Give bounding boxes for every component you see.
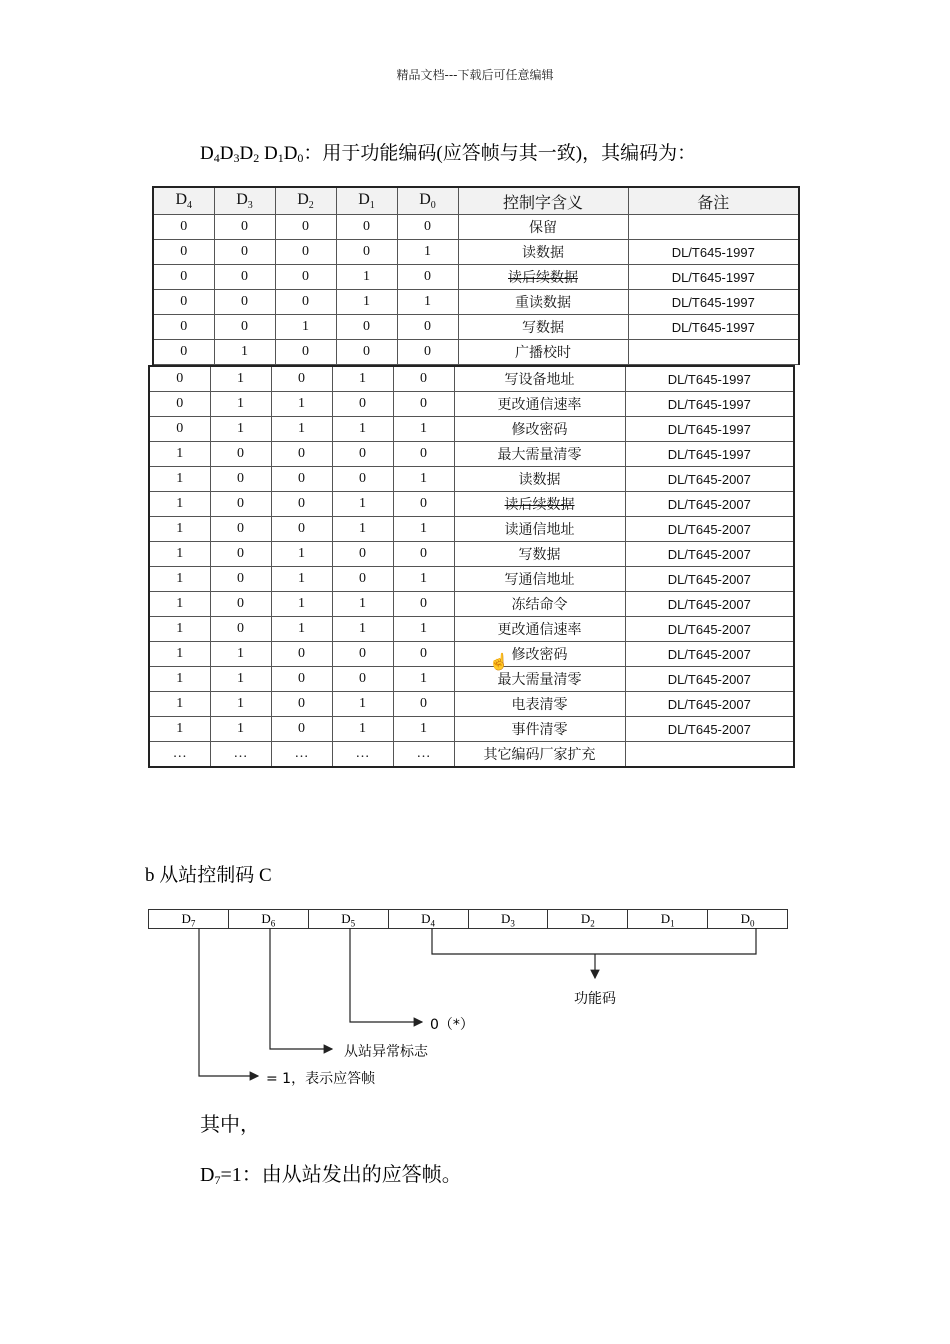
bit-cell: 0 — [149, 366, 210, 392]
bit-cell: 1 — [393, 417, 454, 442]
note-cell: DL/T645-2007 — [625, 517, 794, 542]
bit-cell: 0 — [214, 240, 275, 265]
bit-cell: 1 — [271, 392, 332, 417]
note-cell: DL/T645-1997 — [628, 315, 799, 340]
bit-cell: 0 — [332, 542, 393, 567]
meaning-cell: 最大需量清零 — [454, 442, 625, 467]
bit-cell: 1 — [393, 617, 454, 642]
bit-cell: 1 — [332, 492, 393, 517]
bit-cell: 1 — [149, 542, 210, 567]
bit-cell: 1 — [271, 592, 332, 617]
bit-cell: 0 — [214, 215, 275, 240]
note-cell: DL/T645-2007 — [625, 492, 794, 517]
bit-cell: 0 — [149, 392, 210, 417]
meaning-cell: 写数据 — [454, 542, 625, 567]
meaning-cell: 电表清零 — [454, 692, 625, 717]
meaning-cell: 写通信地址 — [454, 567, 625, 592]
bit-cell: 0 — [275, 290, 336, 315]
bit-cell: 1 — [332, 717, 393, 742]
bit-cell: 0 — [332, 667, 393, 692]
note-cell: DL/T645-1997 — [625, 417, 794, 442]
bit-cell: 0 — [393, 592, 454, 617]
d7-arrow — [199, 928, 258, 1076]
bit-cell: 1 — [214, 340, 275, 365]
bit-cell: 0 — [210, 442, 271, 467]
bit-cell: 0 — [332, 392, 393, 417]
note-cell: DL/T645-2007 — [625, 667, 794, 692]
meaning-cell: 重读数据 — [458, 290, 628, 315]
bit-cell: 1 — [336, 290, 397, 315]
meaning-cell: 最大需量清零 — [454, 667, 625, 692]
section-heading: b 从站控制码 C — [145, 865, 272, 886]
bit-cell: 0 — [210, 567, 271, 592]
meaning-cell: 修改密码 — [454, 417, 625, 442]
paragraph-d7: $D_7=1$：由从站发出的应答帧。 — [200, 1164, 462, 1187]
bit-cell: 1 — [149, 692, 210, 717]
function-code-label: 功能码 — [574, 991, 616, 1007]
note-cell: DL/T645-1997 — [628, 290, 799, 315]
note-cell: DL/T645-1997 — [625, 442, 794, 467]
meaning-cell: 冻结命令 — [454, 592, 625, 617]
intro-paragraph: $D_4D_3D_2$ $D_1D_0$：用于功能编码(应答帧与其一致)，其编码为： — [200, 143, 697, 165]
bit-cell: 0 — [271, 517, 332, 542]
bit-d1: $D_1$ — [628, 910, 708, 928]
bit-cell: 1 — [393, 467, 454, 492]
bit-cell: 1 — [149, 567, 210, 592]
bit-cell: 0 — [397, 215, 458, 240]
bit-cell: 1 — [332, 617, 393, 642]
bit-cell: 0 — [153, 315, 214, 340]
bit-cell: 0 — [397, 315, 458, 340]
bit-cell: … — [210, 742, 271, 768]
bit-cell: 1 — [149, 642, 210, 667]
bit-cell: 1 — [149, 517, 210, 542]
bit-cell: 0 — [214, 265, 275, 290]
bit-cell: 0 — [271, 467, 332, 492]
bit-cell: 1 — [149, 717, 210, 742]
bit-cell: 0 — [153, 265, 214, 290]
note-cell: DL/T645-2007 — [625, 467, 794, 492]
bit-cell: 0 — [153, 340, 214, 365]
bit-cell: 0 — [149, 417, 210, 442]
bit-d2: $D_2$ — [548, 910, 628, 928]
bit-cell: … — [393, 742, 454, 768]
header-d3: $D_3$ — [214, 187, 275, 215]
d5-label: 0（*） — [430, 1017, 474, 1033]
bit-d7: $D_7$ — [149, 910, 229, 928]
bit-cell: 0 — [332, 467, 393, 492]
bit-cell: … — [149, 742, 210, 768]
bit-cell: 0 — [271, 642, 332, 667]
note-cell: DL/T645-2007 — [625, 592, 794, 617]
bit-cell: 0 — [393, 366, 454, 392]
bit-cell: 0 — [332, 442, 393, 467]
bit-cell: 1 — [210, 692, 271, 717]
d7-label: = 1，表示应答帧 — [266, 1071, 376, 1087]
bit-cell: 0 — [271, 667, 332, 692]
bit-cell: 0 — [214, 315, 275, 340]
bit-cell: 0 — [271, 717, 332, 742]
bit-cell: 0 — [336, 240, 397, 265]
bit-cell: 0 — [332, 567, 393, 592]
bit-cell: 1 — [149, 667, 210, 692]
bit-cell: 0 — [210, 467, 271, 492]
bit-cell: 0 — [393, 642, 454, 667]
meaning-cell: 读通信地址 — [454, 517, 625, 542]
note-cell: DL/T645-1997 — [628, 265, 799, 290]
bit-cell: 1 — [210, 667, 271, 692]
page-header: 精品文档---下载后可任意编辑 — [396, 68, 554, 82]
note-cell: DL/T645-2007 — [625, 617, 794, 642]
header-d2: $D_2$ — [275, 187, 336, 215]
bit-cell: 0 — [393, 692, 454, 717]
bit-cell: 0 — [210, 492, 271, 517]
bit-cell: 0 — [393, 442, 454, 467]
header-notes: 备注 — [628, 187, 799, 215]
paragraph-where: 其中， — [200, 1114, 260, 1136]
bit-cell: … — [332, 742, 393, 768]
bit-cell: 0 — [336, 215, 397, 240]
bit-cell: 1 — [271, 542, 332, 567]
meaning-cell: 修改密码 — [454, 642, 625, 667]
bit-cell: 0 — [336, 340, 397, 365]
bit-cell: 1 — [332, 417, 393, 442]
meaning-cell: 更改通信速率 — [454, 617, 625, 642]
bit-cell: 0 — [271, 692, 332, 717]
bit-cell: 0 — [336, 315, 397, 340]
note-cell: DL/T645-1997 — [625, 392, 794, 417]
bit-cell: 0 — [214, 290, 275, 315]
d5-arrow — [350, 928, 422, 1022]
bit-cell: … — [271, 742, 332, 768]
note-cell: DL/T645-2007 — [625, 642, 794, 667]
bit-cell: 1 — [149, 467, 210, 492]
note-cell: DL/T645-2007 — [625, 542, 794, 567]
bit-cell: 0 — [393, 392, 454, 417]
bit-cell: 1 — [271, 567, 332, 592]
bit-d6: $D_6$ — [229, 910, 309, 928]
header-d4: $D_4$ — [153, 187, 214, 215]
bit-cell: 0 — [210, 517, 271, 542]
meaning-cell: 其它编码厂家扩充 — [454, 742, 625, 768]
bit-cell: 1 — [271, 617, 332, 642]
bit-cell: 0 — [210, 617, 271, 642]
bit-cell: 1 — [397, 240, 458, 265]
bit-cell: 0 — [275, 265, 336, 290]
bit-cell: 1 — [210, 366, 271, 392]
bit-cell: 1 — [271, 417, 332, 442]
bit-cell: 1 — [149, 617, 210, 642]
bit-cell: 1 — [332, 592, 393, 617]
meaning-cell: 更改通信速率 — [454, 392, 625, 417]
meaning-cell: 事件清零 — [454, 717, 625, 742]
bit-d4: $D_4$ — [389, 910, 469, 928]
bit-cell: 1 — [332, 366, 393, 392]
bit-cell: 1 — [210, 392, 271, 417]
d6-label: 从站异常标志 — [344, 1044, 428, 1060]
bit-cell: 0 — [393, 542, 454, 567]
note-cell: DL/T645-2007 — [625, 692, 794, 717]
bit-cell: 1 — [332, 517, 393, 542]
note-cell: DL/T645-1997 — [628, 240, 799, 265]
func-bracket — [432, 928, 756, 954]
bit-cell: 1 — [210, 717, 271, 742]
bit-cell: 0 — [271, 442, 332, 467]
bit-cell: 0 — [275, 340, 336, 365]
note-cell: DL/T645-1997 — [625, 366, 794, 392]
bit-cell: 0 — [332, 642, 393, 667]
meaning-cell: 广播校时 — [458, 340, 628, 365]
bit-d0: $D_0$ — [740, 911, 755, 929]
bit-cell: 0 — [210, 542, 271, 567]
bit-cell: 1 — [393, 517, 454, 542]
d6-arrow — [270, 928, 332, 1049]
meaning-cell: 读后续数据 — [458, 265, 628, 290]
bit-cell: 0 — [275, 240, 336, 265]
bit-d3: $D_3$ — [469, 910, 549, 928]
header-meaning: 控制字含义 — [458, 187, 628, 215]
bit-cell: 1 — [393, 567, 454, 592]
bit-cell: 0 — [210, 592, 271, 617]
bit-cell: 1 — [149, 592, 210, 617]
bit-cell: 0 — [153, 290, 214, 315]
bit-cell: 1 — [210, 642, 271, 667]
meaning-cell: 读数据 — [458, 240, 628, 265]
bit-cell: 0 — [153, 240, 214, 265]
bit-cell: 1 — [393, 667, 454, 692]
bit-cell: 1 — [397, 290, 458, 315]
hand-cursor-icon: ☝ — [489, 654, 509, 671]
meaning-cell: 读后续数据 — [454, 492, 625, 517]
note-cell: DL/T645-2007 — [625, 717, 794, 742]
bit-cell: 1 — [149, 492, 210, 517]
meaning-cell: 写设备地址 — [454, 366, 625, 392]
bit-cell: 0 — [153, 215, 214, 240]
header-d1: $D_1$ — [336, 187, 397, 215]
bit-cell: 1 — [210, 417, 271, 442]
bit-cell: 0 — [275, 215, 336, 240]
bit-cell: 1 — [275, 315, 336, 340]
meaning-cell: 写数据 — [458, 315, 628, 340]
header-d0: $D_0$ — [397, 187, 458, 215]
meaning-cell: 读数据 — [454, 467, 625, 492]
bit-cell: 0 — [393, 492, 454, 517]
bit-cell: 0 — [271, 492, 332, 517]
bit-cell: 0 — [397, 340, 458, 365]
bit-cell: 1 — [393, 717, 454, 742]
bit-cell: 1 — [149, 442, 210, 467]
note-cell: DL/T645-2007 — [625, 567, 794, 592]
bit-d5: $D_5$ — [309, 910, 389, 928]
bit-cell: 1 — [332, 692, 393, 717]
bit-cell: 0 — [397, 265, 458, 290]
bit-cell: 1 — [336, 265, 397, 290]
bit-cell: 0 — [271, 366, 332, 392]
meaning-cell: 保留 — [458, 215, 628, 240]
